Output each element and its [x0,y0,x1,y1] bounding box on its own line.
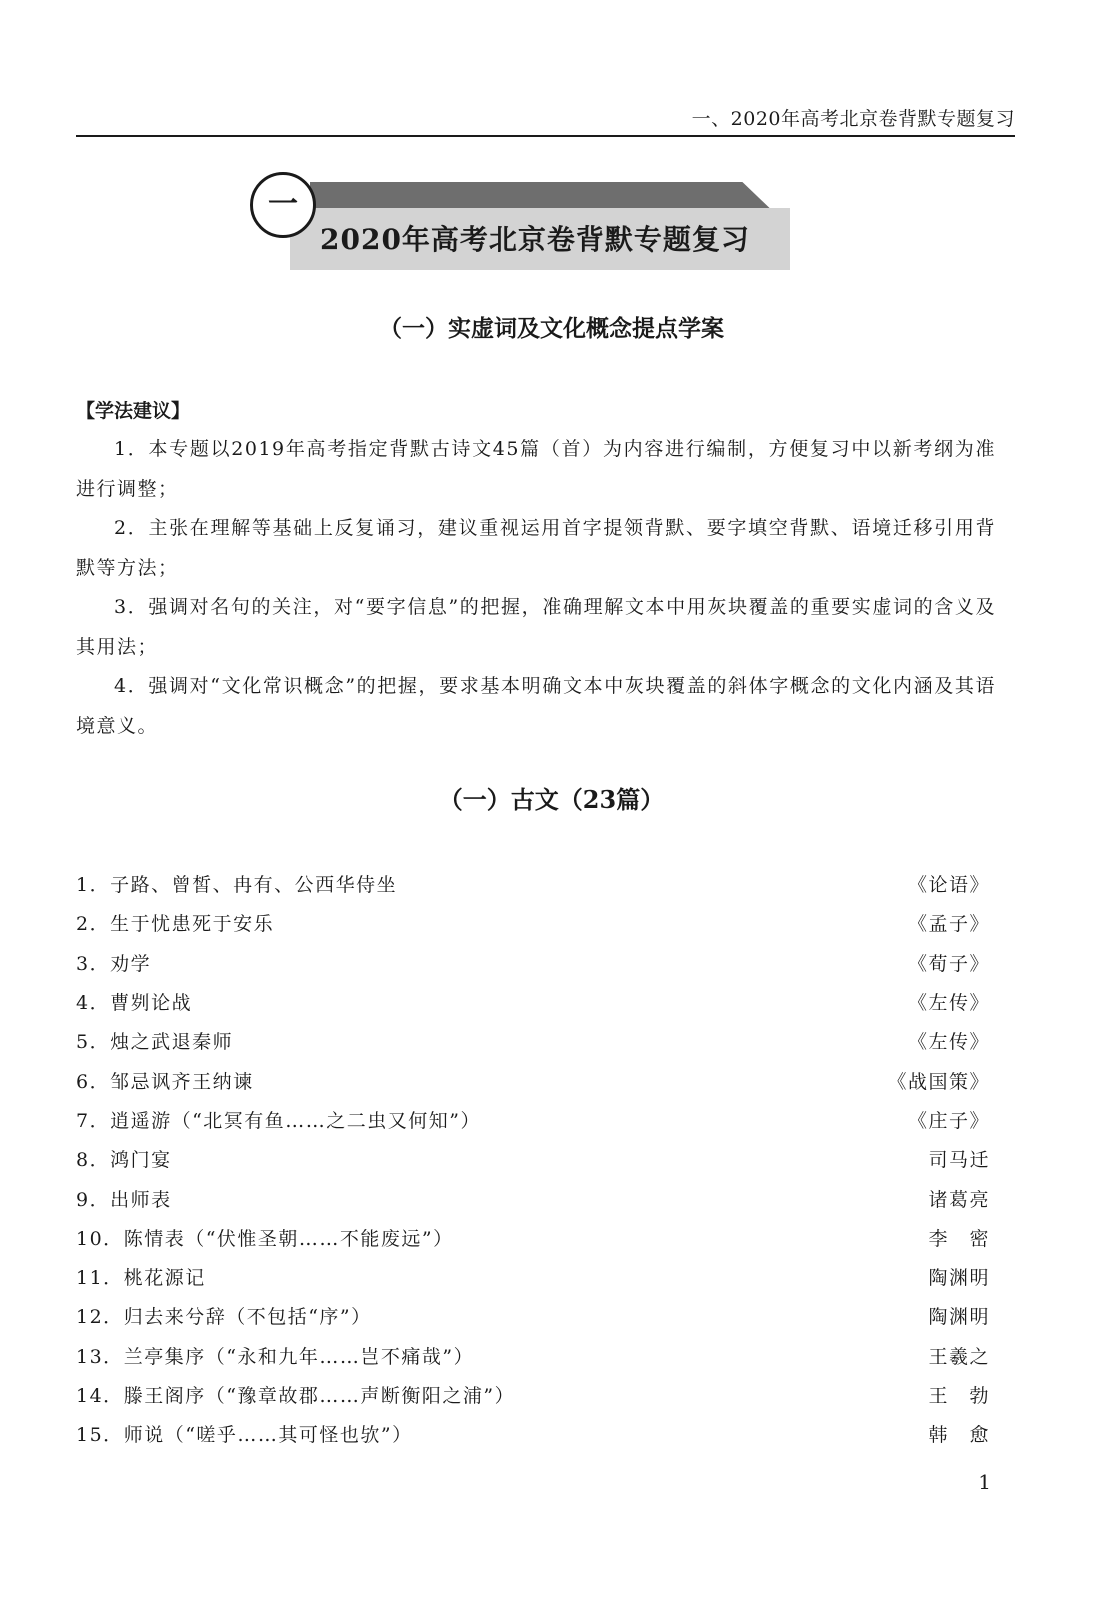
list-item [76,1375,990,1414]
study-tips [76,430,996,746]
list-item [76,1178,990,1217]
study-tip-item: 1．本专题以2019年高考指定背默古诗文45篇（首）为内容进行编制，方便复习中以新考纲为准进行调整； [76,438,996,500]
list-item [76,1336,990,1375]
work-title: 劝学 [110,952,152,975]
work-title: 生于忧患死于安乐 [110,913,275,936]
work-title: 子路、曾皙、冉有、公西华侍坐 [110,874,398,897]
work-title: 逍遥游（“北冥有鱼……之二虫又何知”） [110,1109,482,1132]
list-item [76,1100,990,1139]
work-title: 鸿门宴 [110,1149,172,1172]
page-number: 1 [978,1470,991,1494]
works-list [76,864,990,1453]
list-item [76,1296,990,1335]
work-author: 李 密 [928,1227,990,1250]
chapter-number-badge: 一 [250,172,316,238]
work-title: 出师表 [110,1188,172,1211]
work-title: 归去来兮辞（不包括“序”） [123,1306,372,1329]
item-number: 11． [76,1267,124,1290]
work-title: 师说（“嗟乎……其可怪也欤”） [123,1424,413,1447]
list-item [76,1257,990,1296]
list-item [76,1218,990,1257]
chapter-banner [250,168,790,278]
work-title: 烛之武退秦师 [110,1031,234,1054]
work-title: 邹忌讽齐王纳谏 [110,1070,254,1093]
work-author: 韩 愈 [928,1424,990,1447]
study-tip-item: 4．强调对“文化常识概念”的把握，要求基本明确文本中灰块覆盖的斜体字概念的文化内涵及其语境意义。 [76,675,996,737]
work-title: 滕王阁序（“豫章故郡……声断衡阳之浦”） [123,1385,516,1407]
item-number: 4． [76,992,111,1015]
subsection-title: （一）古文（23篇） [438,785,665,814]
work-title: 曹刿论战 [110,992,193,1015]
study-tips-heading: 【学法建议】 [76,400,191,422]
item-number: 3． [76,952,111,975]
work-title: 兰亭集序（“永和九年……岂不痛哉”） [123,1345,475,1368]
item-number: 7． [76,1109,111,1132]
item-number: 14． [76,1385,124,1407]
item-number: 9． [76,1188,111,1211]
item-number: 13． [76,1345,124,1368]
running-header: 一、2020年高考北京卷背默专题复习 [691,108,1015,130]
list-item [76,1414,990,1453]
item-number: 15． [76,1424,124,1447]
list-item [76,1060,990,1099]
work-author: 王羲之 [928,1345,990,1368]
item-number: 8． [76,1149,111,1172]
work-author: 《左传》 [907,1031,990,1054]
work-author: 诸葛亮 [928,1188,990,1211]
item-number: 1． [76,874,111,897]
work-title: 桃花源记 [123,1267,206,1290]
study-tip-item: 2．主张在理解等基础上反复诵习，建议重视运用首字提领背默、要字填空背默、语境迁移引用背默等方法； [76,517,996,579]
list-item [76,1021,990,1060]
item-number: 10． [76,1227,124,1250]
work-author: 《论语》 [907,874,990,897]
header-rule [76,135,1015,137]
work-author: 《荀子》 [907,952,990,975]
work-author: 陶渊明 [928,1306,990,1329]
work-author: 陶渊明 [928,1267,990,1290]
work-author: 《孟子》 [907,913,990,936]
item-number: 2． [76,913,111,936]
study-tip-item: 3．强调对名句的关注，对“要字信息”的把握，准确理解文本中用灰块覆盖的重要实虚词的含义及其用法； [76,596,996,658]
list-item [76,903,990,942]
chapter-title: 2020年高考北京卷背默专题复习 [320,223,750,256]
list-item [76,982,990,1021]
item-number: 6． [76,1070,111,1093]
work-author: 《左传》 [907,992,990,1015]
item-number: 12． [76,1306,124,1329]
work-author: 王 勃 [928,1385,990,1407]
work-title: 陈情表（“伏惟圣朝……不能废远”） [123,1227,454,1250]
list-item [76,943,990,982]
item-number: 5． [76,1031,111,1054]
list-item [76,864,990,903]
work-author: 《战国策》 [887,1070,990,1093]
list-item [76,1139,990,1178]
section-title: （一）实虚词及文化概念提点学案 [379,316,724,342]
work-author: 司马迁 [928,1149,990,1172]
work-author: 《庄子》 [907,1109,990,1132]
